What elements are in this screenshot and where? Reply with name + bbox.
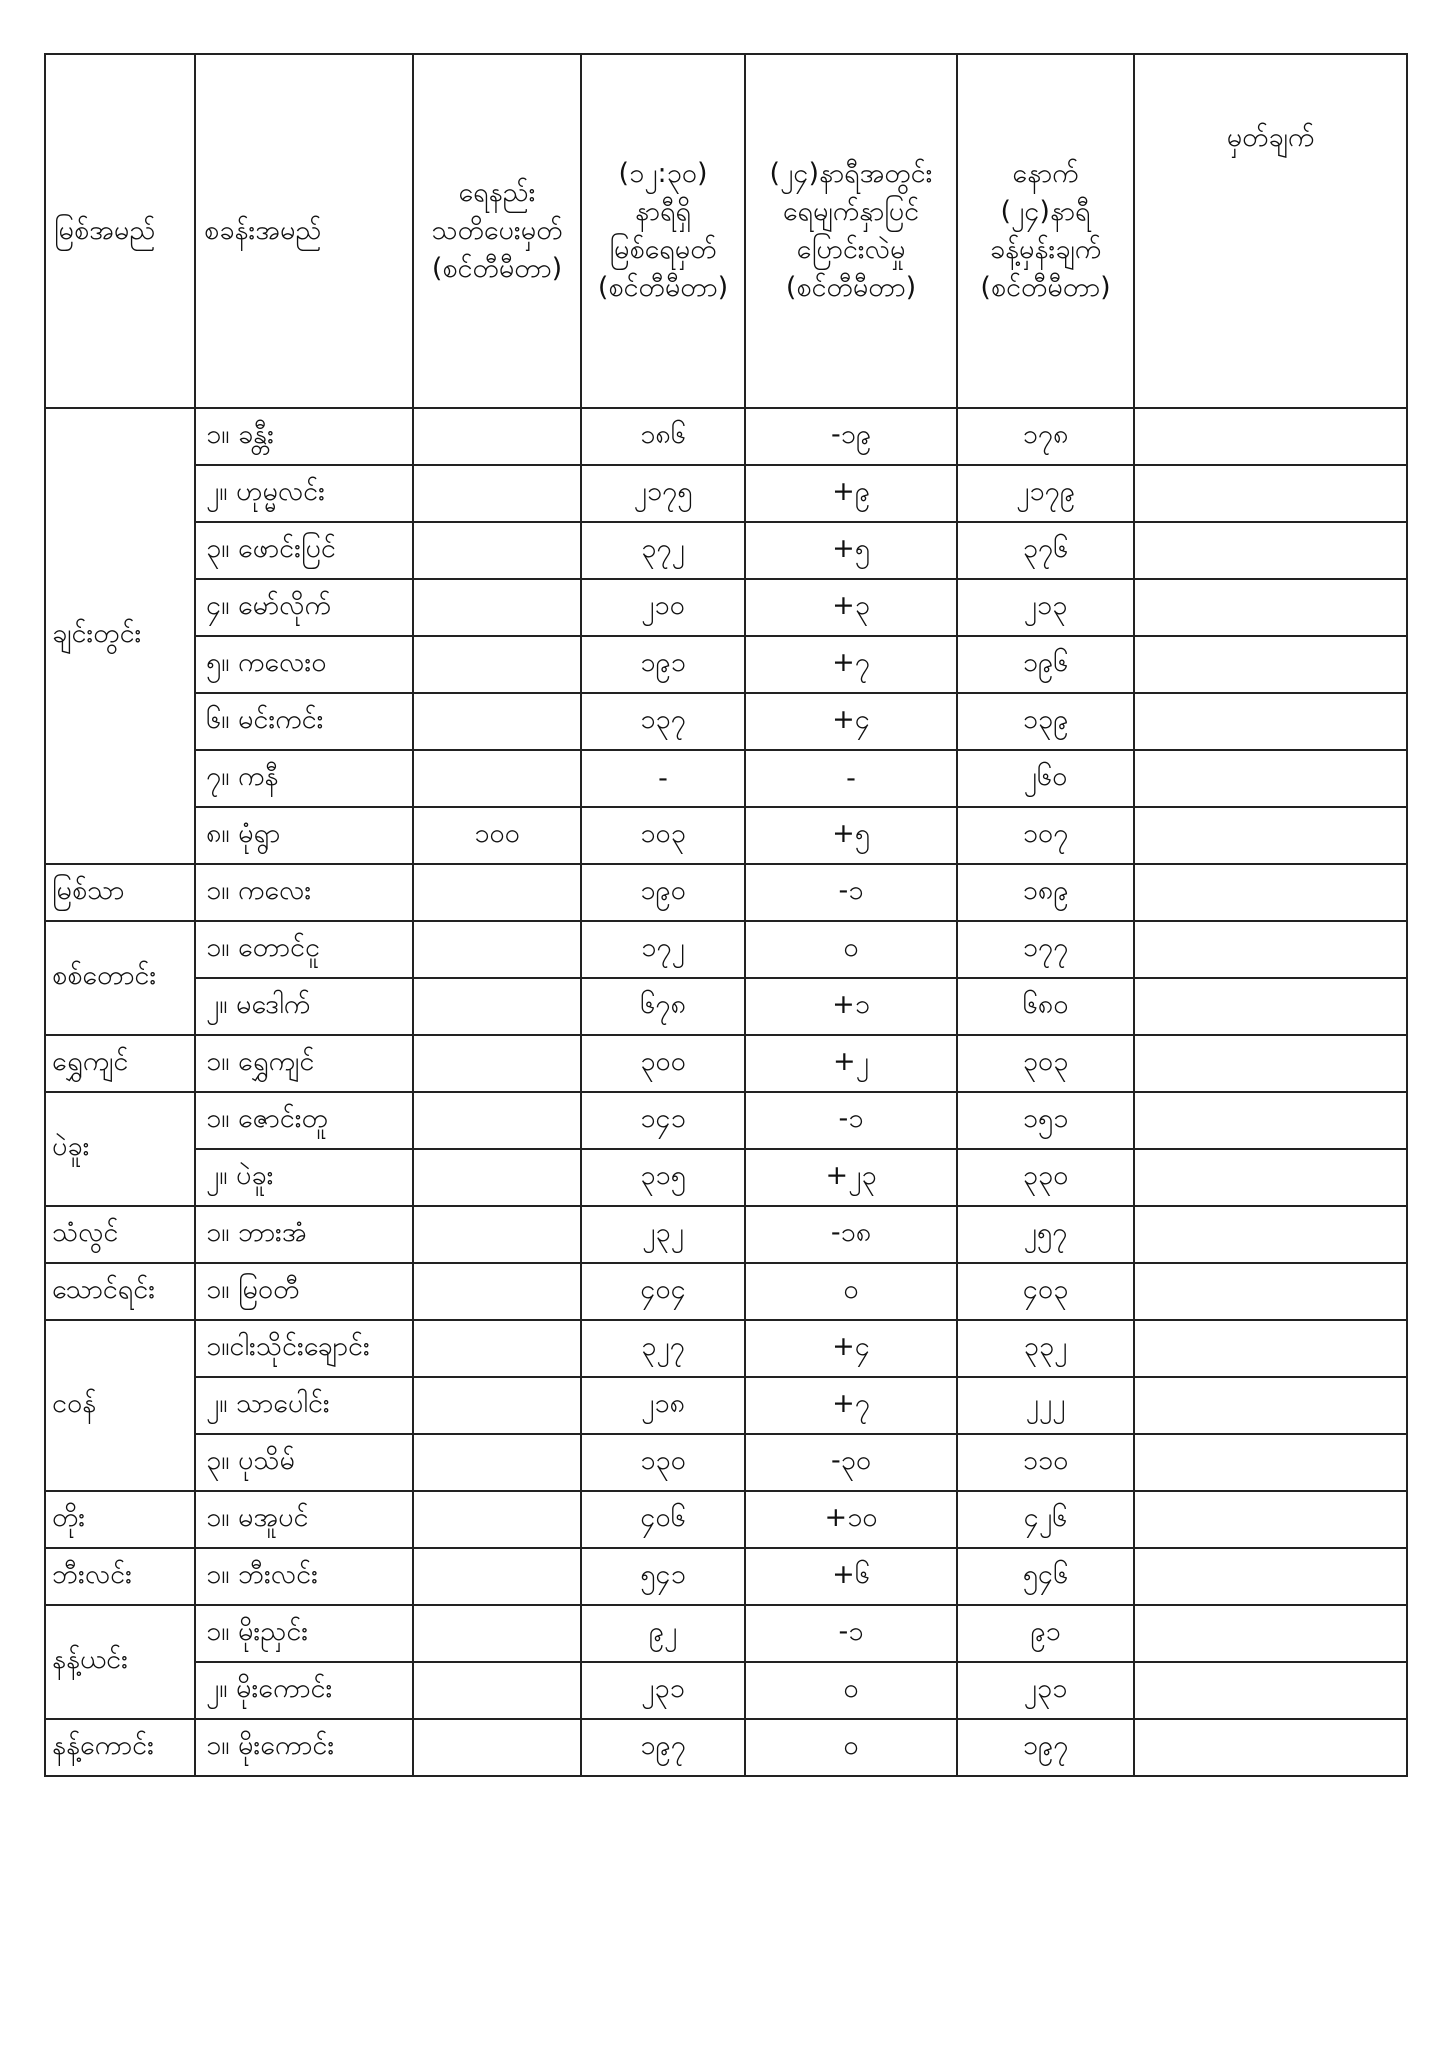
warning-cell <box>413 1092 581 1149</box>
header-level <box>581 54 745 408</box>
remark-cell <box>1134 921 1407 978</box>
remark-cell <box>1134 693 1407 750</box>
header-line: (စင်တီမီတာ) <box>980 272 1111 303</box>
warning-cell <box>413 1263 581 1320</box>
change-cell: -၃၀ <box>745 1434 957 1491</box>
table-row <box>45 579 1407 636</box>
change-cell: ၀ <box>745 1662 957 1719</box>
level-cell: ၁၇၂ <box>581 921 745 978</box>
river-level-table <box>44 53 1408 1777</box>
forecast-cell: ၂၆၀ <box>957 750 1134 807</box>
river-cell: မြစ်သာ <box>45 864 195 921</box>
table-row <box>45 1662 1407 1719</box>
table-row <box>45 1206 1407 1263</box>
table-row <box>45 1320 1407 1377</box>
level-cell: ၂၃၁ <box>581 1662 745 1719</box>
table-header <box>45 54 1407 408</box>
level-cell: ၂၁၇၅ <box>581 465 745 522</box>
warning-cell <box>413 408 581 465</box>
forecast-cell: ၂၅၇ <box>957 1206 1134 1263</box>
river-cell: သံလွင် <box>45 1206 195 1263</box>
remark-cell <box>1134 465 1407 522</box>
header-line: (၂၄)နာရီ <box>1000 196 1091 227</box>
warning-cell <box>413 522 581 579</box>
table-row <box>45 1035 1407 1092</box>
river-cell: ပဲခူး <box>45 1092 195 1206</box>
station-cell: ၁။ ဘားအံ <box>195 1206 413 1263</box>
table-row <box>45 1491 1407 1548</box>
change-cell: -၁၉ <box>745 408 957 465</box>
warning-cell <box>413 1206 581 1263</box>
river-cell: ငဝန် <box>45 1320 195 1491</box>
remark-cell <box>1134 1377 1407 1434</box>
table-row <box>45 465 1407 522</box>
change-cell: ၀ <box>745 1263 957 1320</box>
forecast-cell: ၄၀၃ <box>957 1263 1134 1320</box>
level-cell: - <box>581 750 745 807</box>
warning-cell <box>413 1719 581 1776</box>
change-cell: +၂ <box>745 1035 957 1092</box>
table-row <box>45 864 1407 921</box>
station-cell: ၂။ သာပေါင်း <box>195 1377 413 1434</box>
forecast-cell: ၂၁၃ <box>957 579 1134 636</box>
table-row <box>45 1263 1407 1320</box>
level-cell: ၁၉၇ <box>581 1719 745 1776</box>
remark-cell <box>1134 522 1407 579</box>
station-cell: ၃။ ပုသိမ် <box>195 1434 413 1491</box>
forecast-cell: ၁၁၀ <box>957 1434 1134 1491</box>
change-cell: +၇ <box>745 1377 957 1434</box>
forecast-cell: ၁၉၇ <box>957 1719 1134 1776</box>
river-cell: ချင်းတွင်း <box>45 408 195 864</box>
remark-cell <box>1134 1491 1407 1548</box>
forecast-cell: ၁၀၇ <box>957 807 1134 864</box>
header-line: (၂၄)နာရီအတွင်း <box>769 158 933 189</box>
table-row <box>45 921 1407 978</box>
forecast-cell: ၄၂၆ <box>957 1491 1134 1548</box>
level-cell: ၁၀၃ <box>581 807 745 864</box>
table-row <box>45 807 1407 864</box>
table-row <box>45 693 1407 750</box>
header-forecast <box>957 54 1134 408</box>
header-river <box>45 54 195 408</box>
station-cell: ၂။ မိုးကောင်း <box>195 1662 413 1719</box>
station-cell: ၁။ ကလေး <box>195 864 413 921</box>
remark-cell <box>1134 1263 1407 1320</box>
forecast-cell: ၁၇၈ <box>957 408 1134 465</box>
forecast-cell: ၂၂၂ <box>957 1377 1134 1434</box>
level-cell: ၁၃၇ <box>581 693 745 750</box>
warning-cell <box>413 1548 581 1605</box>
forecast-cell: ၁၈၉ <box>957 864 1134 921</box>
remark-cell <box>1134 1662 1407 1719</box>
change-cell: ၀ <box>745 1719 957 1776</box>
header-line: စခန်းအမည် <box>204 215 322 246</box>
level-cell: ၁၄၁ <box>581 1092 745 1149</box>
river-cell: နန့်ကောင်း <box>45 1719 195 1776</box>
station-cell: ၂။ မဒေါက် <box>195 978 413 1035</box>
change-cell: +၅ <box>745 807 957 864</box>
header-line: နာရီရှိ <box>634 196 692 227</box>
warning-cell <box>413 1149 581 1206</box>
forecast-cell: ၃၃၀ <box>957 1149 1134 1206</box>
station-cell: ၁။ မိုးညှင်း <box>195 1605 413 1662</box>
header-change <box>745 54 957 408</box>
change-cell: -၁ <box>745 864 957 921</box>
table-row <box>45 408 1407 465</box>
table-row <box>45 750 1407 807</box>
header-line: ပြောင်းလဲမှု <box>796 234 906 265</box>
change-cell: +၁ <box>745 978 957 1035</box>
table-row <box>45 1092 1407 1149</box>
river-cell: စစ်တောင်း <box>45 921 195 1035</box>
station-cell: ၁။ ဘီးလင်း <box>195 1548 413 1605</box>
remark-cell <box>1134 864 1407 921</box>
station-cell: ၃။ ဖောင်းပြင် <box>195 522 413 579</box>
level-cell: ၄၀၆ <box>581 1491 745 1548</box>
change-cell: +၉ <box>745 465 957 522</box>
table-row <box>45 522 1407 579</box>
warning-cell <box>413 1434 581 1491</box>
station-cell: ၁။ မအူပင် <box>195 1491 413 1548</box>
river-cell: တိုး <box>45 1491 195 1548</box>
table-row <box>45 1434 1407 1491</box>
header-line: (စင်တီမီတာ) <box>431 253 563 284</box>
level-cell: ၉၂ <box>581 1605 745 1662</box>
river-cell: ဘီးလင်း <box>45 1548 195 1605</box>
header-line: (စင်တီမီတာ) <box>597 272 729 303</box>
station-cell: ၄။ မော်လိုက် <box>195 579 413 636</box>
change-cell: +၄ <box>745 1320 957 1377</box>
forecast-cell: ၆၈၀ <box>957 978 1134 1035</box>
forecast-cell: ၁၇၇ <box>957 921 1134 978</box>
level-cell: ၆၇၈ <box>581 978 745 1035</box>
remark-cell <box>1134 1092 1407 1149</box>
level-cell: ၃၁၅ <box>581 1149 745 1206</box>
warning-cell <box>413 1377 581 1434</box>
change-cell: +၁၀ <box>745 1491 957 1548</box>
table-row <box>45 636 1407 693</box>
change-cell: - <box>745 750 957 807</box>
station-cell: ၁။ ရွှေကျင် <box>195 1035 413 1092</box>
change-cell: +၄ <box>745 693 957 750</box>
forecast-cell: ၂၁၇၉ <box>957 465 1134 522</box>
header-line: ရေနည်း <box>458 177 536 208</box>
station-cell: ၂။ ဟုမ္မလင်း <box>195 465 413 522</box>
change-cell: -၁၈ <box>745 1206 957 1263</box>
header-line: ရေမျက်နှာပြင် <box>782 196 920 227</box>
forecast-cell: ၁၃၉ <box>957 693 1134 750</box>
table-row <box>45 1719 1407 1776</box>
table-row <box>45 1377 1407 1434</box>
level-cell: ၅၄၁ <box>581 1548 745 1605</box>
warning-cell <box>413 465 581 522</box>
remark-cell <box>1134 636 1407 693</box>
warning-cell <box>413 693 581 750</box>
river-cell: ရွှေကျင် <box>45 1035 195 1092</box>
warning-cell: ၁၀၀ <box>413 807 581 864</box>
change-cell: -၁ <box>745 1605 957 1662</box>
level-cell: ၁၈၆ <box>581 408 745 465</box>
header-line: နောက် <box>1012 158 1079 189</box>
warning-cell <box>413 579 581 636</box>
level-cell: ၁၉၁ <box>581 636 745 693</box>
remark-cell <box>1134 1605 1407 1662</box>
header-line: မြစ်ရေမှတ် <box>609 234 717 265</box>
remark-cell <box>1134 1206 1407 1263</box>
forecast-cell: ၃၀၃ <box>957 1035 1134 1092</box>
warning-cell <box>413 978 581 1035</box>
remark-cell <box>1134 1149 1407 1206</box>
warning-cell <box>413 864 581 921</box>
warning-cell <box>413 636 581 693</box>
forecast-cell: ၁၉၆ <box>957 636 1134 693</box>
header-line: မှတ်ချက် <box>1226 122 1315 153</box>
change-cell: -၁ <box>745 1092 957 1149</box>
remark-cell <box>1134 1719 1407 1776</box>
station-cell: ၁။ငါးသိုင်းချောင်း <box>195 1320 413 1377</box>
station-cell: ၁။ မြဝတီ <box>195 1263 413 1320</box>
forecast-cell: ၁၅၁ <box>957 1092 1134 1149</box>
river-level-document <box>44 53 1406 1777</box>
station-cell: ၅။ ကလေးဝ <box>195 636 413 693</box>
level-cell: ၂၁၀ <box>581 579 745 636</box>
level-cell: ၄၀၄ <box>581 1263 745 1320</box>
level-cell: ၂၃၂ <box>581 1206 745 1263</box>
station-cell: ၇။ ကနီ <box>195 750 413 807</box>
table-row <box>45 1548 1407 1605</box>
forecast-cell: ၉၁ <box>957 1605 1134 1662</box>
change-cell: ၀ <box>745 921 957 978</box>
remark-cell <box>1134 579 1407 636</box>
level-cell: ၃၂၇ <box>581 1320 745 1377</box>
remark-cell <box>1134 750 1407 807</box>
change-cell: +၆ <box>745 1548 957 1605</box>
header-line: (စင်တီမီတာ) <box>785 272 917 303</box>
warning-cell <box>413 1491 581 1548</box>
warning-cell <box>413 750 581 807</box>
table-row <box>45 1605 1407 1662</box>
remark-cell <box>1134 807 1407 864</box>
level-cell: ၁၃၀ <box>581 1434 745 1491</box>
header-station <box>195 54 413 408</box>
station-cell: ၈။ မုံရွာ <box>195 807 413 864</box>
warning-cell <box>413 921 581 978</box>
station-cell: ၁။ ခန္တီး <box>195 408 413 465</box>
forecast-cell: ၅၄၆ <box>957 1548 1134 1605</box>
forecast-cell: ၂၃၁ <box>957 1662 1134 1719</box>
change-cell: +၂၃ <box>745 1149 957 1206</box>
header-line: (၁၂:၃၀) <box>618 158 708 189</box>
remark-cell <box>1134 408 1407 465</box>
station-cell: ၁။ ဇောင်းတူ <box>195 1092 413 1149</box>
remark-cell <box>1134 1320 1407 1377</box>
remark-cell <box>1134 1548 1407 1605</box>
header-row <box>45 54 1407 408</box>
station-cell: ၂။ ပဲခူး <box>195 1149 413 1206</box>
forecast-cell: ၃၇၆ <box>957 522 1134 579</box>
header-line: ခန့်မှန်းချက် <box>989 234 1102 265</box>
header-line: သတိပေးမှတ် <box>431 215 563 246</box>
table-row <box>45 1149 1407 1206</box>
station-cell: ၁။ မိုးကောင်း <box>195 1719 413 1776</box>
header-line: မြစ်အမည် <box>54 215 156 246</box>
warning-cell <box>413 1320 581 1377</box>
river-cell: နန့်ယင်း <box>45 1605 195 1719</box>
change-cell: +၇ <box>745 636 957 693</box>
remark-cell <box>1134 978 1407 1035</box>
change-cell: +၃ <box>745 579 957 636</box>
warning-cell <box>413 1605 581 1662</box>
level-cell: ၃၇၂ <box>581 522 745 579</box>
change-cell: +၅ <box>745 522 957 579</box>
header-remark <box>1134 54 1407 408</box>
warning-cell <box>413 1662 581 1719</box>
river-cell: သောင်ရင်း <box>45 1263 195 1320</box>
header-warning <box>413 54 581 408</box>
table-row <box>45 978 1407 1035</box>
level-cell: ၁၉၀ <box>581 864 745 921</box>
station-cell: ၁။ တောင်ငူ <box>195 921 413 978</box>
level-cell: ၃၀၀ <box>581 1035 745 1092</box>
warning-cell <box>413 1035 581 1092</box>
remark-cell <box>1134 1434 1407 1491</box>
remark-cell <box>1134 1035 1407 1092</box>
station-cell: ၆။ မင်းကင်း <box>195 693 413 750</box>
forecast-cell: ၃၃၂ <box>957 1320 1134 1377</box>
table-body <box>45 408 1407 1776</box>
level-cell: ၂၁၈ <box>581 1377 745 1434</box>
